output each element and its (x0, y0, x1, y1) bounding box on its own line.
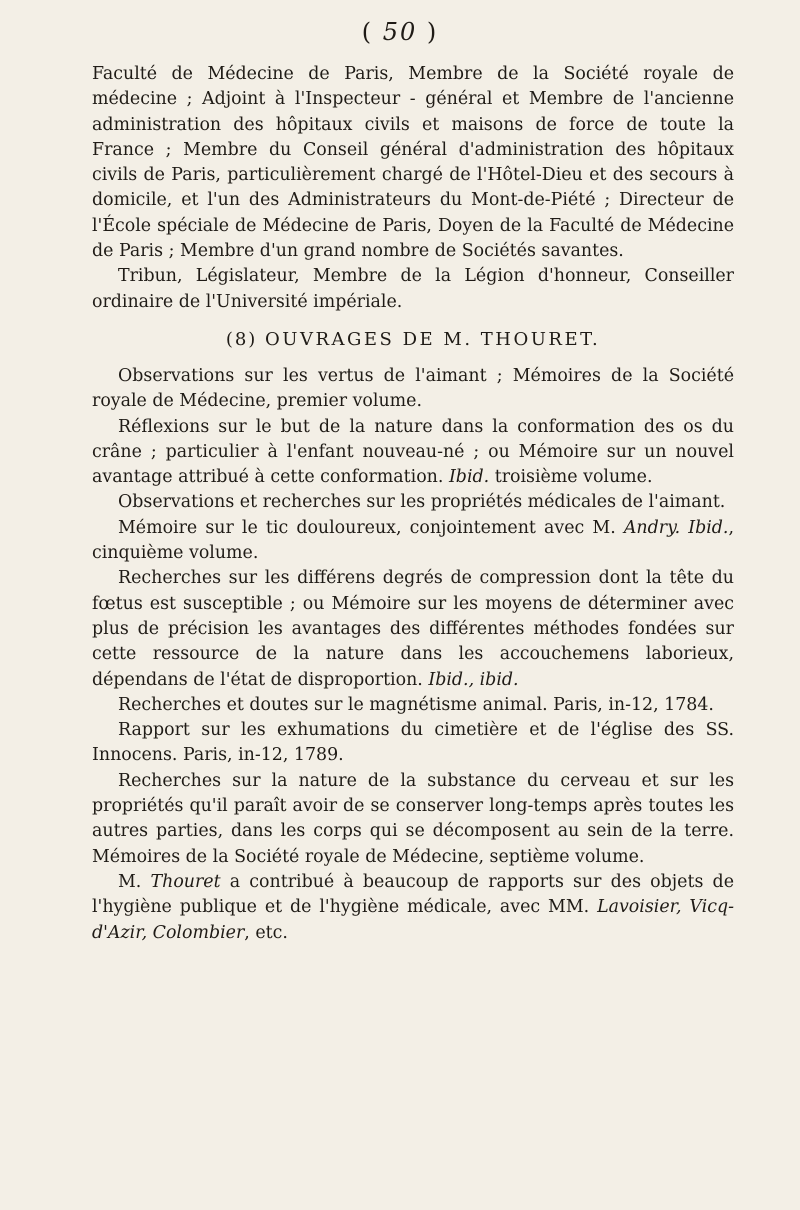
work-entry: Recherches et doutes sur le magnétisme animal. Paris, in-12, 1784. (118, 694, 714, 715)
author-name: Thouret (150, 871, 221, 892)
section-heading (92, 329, 734, 350)
section-title: OUVRAGES DE M. THOURET. (265, 328, 601, 350)
work-entry: Observations sur les vertus de l'aimant ; Mémoires de la Société royale de Médecine, premier volume. (92, 365, 734, 412)
page-number: ( 50 ) (361, 18, 439, 46)
work-entry: Réflexions sur le but de la nature dans la conformation des os du crâne ; particulier à l'enfant nouveau-né ; ou Mémoire sur un nouvel avantage attribué à cette conformation. Ibid. troisième volume. (92, 416, 734, 488)
collaborator-names: Lavoisier, Vicq-d'Azir, Colombier (92, 897, 734, 943)
work-reference: Andry. Ibid. (623, 517, 729, 538)
work-entry: Mémoire sur le tic douloureux, conjointement avec M. Andry. Ibid., cinquième volume. (92, 517, 734, 564)
work-entry: Rapport sur les exhumations du cimetière et de l'église des SS. Innocens. Paris, in-12, 1789. (92, 720, 734, 766)
work-entry: Recherches sur la nature de la substance du cerveau et sur les propriétés qu'il paraît avoir de se conserver long-temps après toutes les autres parties, dans les corps qui se décomposent au sein de la terre. Mémoires de la Société royale de Médecine, septième volume. (92, 770, 734, 867)
biography-paragraph: Faculté de Médecine de Paris, Membre de la Société royale de médecine ; Adjoint à l'Inspecteur - général et Membre de l'ancienne administration des hôpitaux civils et maisons de force de toute la France ; Membre du Conseil général d'administration des hôpitaux civils de Paris, particulièrement chargé de l'Hôtel-Dieu et des secours à domicile, et l'un des Administrateurs du Mont-de-Piété ; Directeur de l'École spéciale de Médecine de Paris, Doyen de la Faculté de Médecine de Paris ; Membre d'un grand nombre de Sociétés savantes. (92, 64, 734, 262)
work-reference: Ibid. (448, 467, 490, 488)
page-number-value: 50 (382, 18, 418, 46)
work-entry: Recherches sur les différens degrés de compression dont la tête du fœtus est susceptible ; ou Mémoire sur les moyens de déterminer avec plus de précision les avantages des différentes méthodes fondées sur cette ressource de la nature dans les accouchemens laborieux, dépendans de l'état de disproportion. Ibid., ibid. (92, 568, 734, 690)
section-number: (8) (225, 328, 258, 350)
work-entry: M. Thouret a contribué à beaucoup de rapports sur des objets de l'hygiène publique et de l'hygiène médicale, avec MM. Lavoisier, Vicq-d'Azir, Colombier, etc. (92, 871, 734, 943)
work-reference: Ibid., ibid. (428, 669, 519, 690)
biography-paragraph: Tribun, Législateur, Membre de la Légion d'honneur, Conseiller ordinaire de l'Université impériale. (92, 266, 734, 312)
text-block (92, 62, 734, 946)
work-entry: Observations et recherches sur les propriétés médicales de l'aimant. (118, 492, 726, 513)
